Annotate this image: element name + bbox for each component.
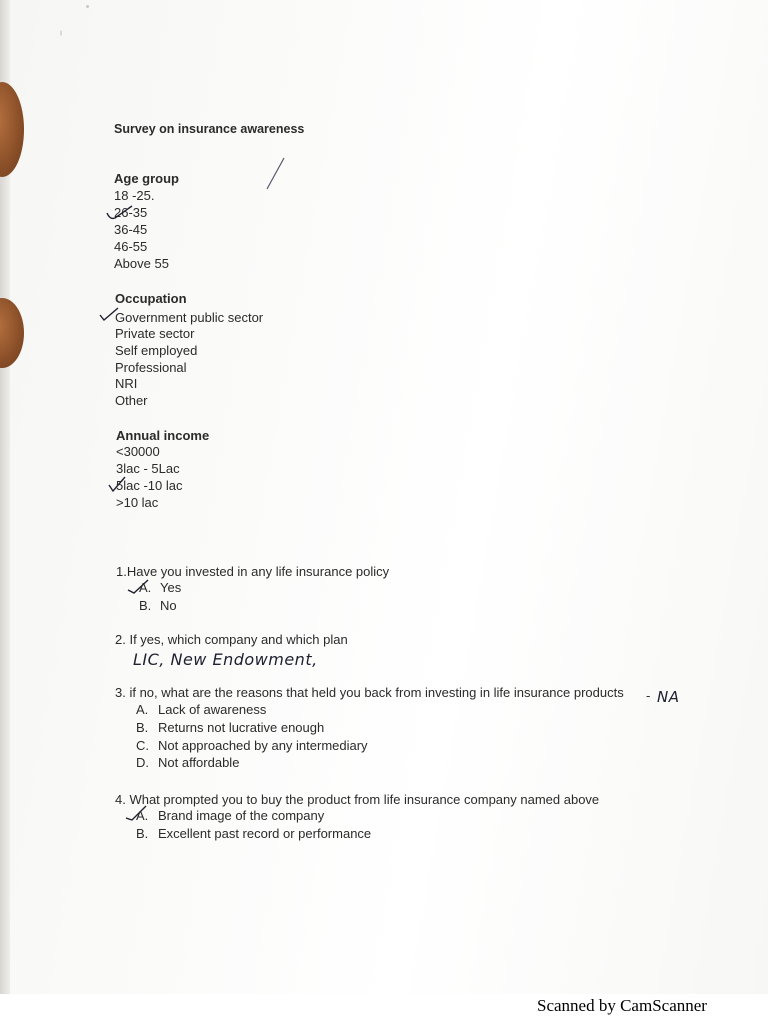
finger-bottom	[0, 298, 24, 368]
paper-speck	[60, 30, 62, 36]
camscanner-footer: Scanned by CamScanner	[537, 996, 707, 1015]
age-checkmark-icon	[104, 203, 134, 223]
q1-option-no: No	[160, 598, 177, 613]
q3-dash: -	[646, 688, 651, 703]
q1-option-yes: Yes	[160, 580, 182, 595]
q4-option: Excellent past record or performance	[158, 826, 372, 841]
q4-option-letter: A.	[136, 808, 149, 823]
survey-title: Survey on insurance awareness	[114, 122, 305, 136]
age-option: 36-45	[114, 222, 148, 237]
q3-option-letter: C.	[136, 738, 149, 753]
occupation-option: Private sector	[115, 326, 195, 341]
question-3: 3. if no, what are the reasons that held you back from investing in life insurance products	[115, 685, 624, 700]
q3-option: Lack of awareness	[158, 702, 267, 717]
q2-handwritten-answer: LIC, New Endowment,	[133, 650, 318, 669]
occupation-option: NRI	[115, 376, 138, 391]
q1-option-letter: A.	[139, 580, 152, 595]
age-group-heading: Age group	[114, 171, 179, 186]
paper-speck	[86, 5, 89, 8]
occupation-option-selected: Government public sector	[115, 310, 264, 325]
q4-option-letter: B.	[136, 826, 149, 841]
q3-option-letter: A.	[136, 702, 149, 717]
age-option: 46-55	[114, 239, 148, 254]
age-option: 18 -25.	[114, 188, 155, 203]
age-option: Above 55	[114, 256, 169, 271]
occupation-option: Other	[115, 393, 148, 408]
income-heading: Annual income	[116, 428, 210, 443]
q3-handwritten-answer: NA	[657, 688, 680, 706]
stray-pen-stroke	[264, 156, 286, 192]
occupation-option: Self employed	[115, 343, 198, 358]
question-1: 1.Have you invested in any life insurance policy	[116, 564, 390, 579]
question-4: 4. What prompted you to buy the product from life insurance company named above	[115, 792, 600, 807]
income-option: 3lac - 5Lac	[116, 461, 180, 476]
finger-top	[0, 82, 24, 177]
income-option-selected: 5lac -10 lac	[116, 478, 183, 493]
q3-option: Not approached by any intermediary	[158, 738, 368, 753]
age-option-selected: 26-35	[114, 205, 148, 220]
occupation-option: Professional	[115, 360, 187, 375]
income-option: <30000	[116, 444, 160, 459]
occupation-heading: Occupation	[115, 291, 187, 306]
q3-option: Returns not lucrative enough	[158, 720, 325, 735]
q3-option-letter: D.	[136, 755, 149, 770]
q3-option-letter: B.	[136, 720, 149, 735]
q3-option: Not affordable	[158, 755, 240, 770]
income-option: >10 lac	[116, 495, 159, 510]
q1-option-letter: B.	[139, 598, 152, 613]
question-2: 2. If yes, which company and which plan	[115, 632, 348, 647]
q4-option: Brand image of the company	[158, 808, 325, 823]
